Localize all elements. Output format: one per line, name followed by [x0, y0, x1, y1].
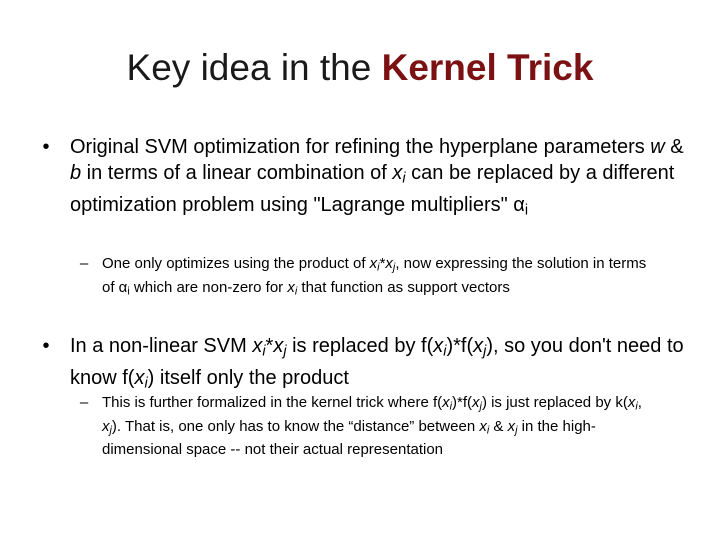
sub-bullet-item-1: [79, 254, 662, 301]
subscript-text: i: [449, 400, 453, 413]
variable-text: x: [102, 417, 110, 435]
text-run: )*f(: [446, 335, 474, 357]
text-run: *: [265, 335, 274, 357]
subscript-text: i: [486, 424, 490, 437]
bullet-item-1: [42, 134, 690, 223]
variable-text: x: [479, 417, 487, 435]
text-run: can be replaced by a different optimization problem using "Lagrange multipliers" α: [70, 162, 675, 216]
text-run: that function as support vectors: [297, 278, 510, 296]
slide-title: [0, 44, 720, 92]
text-run: , now expressing the solution in terms of α: [102, 255, 647, 296]
subscript-text: j: [109, 424, 112, 437]
text-run: ,: [637, 394, 642, 411]
subscript-text: j: [515, 424, 518, 437]
slide-title-accent: Kernel Trick: [381, 47, 594, 88]
variable-text: x: [287, 278, 295, 296]
subscript-text: i: [402, 170, 406, 187]
text-run: In a non-linear SVM: [70, 335, 253, 357]
variable-text: x: [507, 417, 516, 435]
subscript-text: i: [262, 343, 266, 360]
subscript-text: i: [144, 375, 148, 392]
subscript-text: j: [483, 343, 487, 360]
dash-icon: –: [79, 394, 89, 411]
slide-title-prefix: Key idea in the: [126, 47, 382, 88]
subscript-text: i: [443, 343, 447, 360]
subscript-text: i: [127, 285, 130, 298]
sub-bullet-item-2: [79, 393, 662, 460]
sub-bullet-text: [102, 393, 662, 460]
variable-text: x: [134, 366, 145, 389]
variable-text: x: [369, 255, 378, 272]
subscript-text: i: [635, 400, 638, 413]
text-run: &: [664, 136, 684, 158]
subscript-text: j: [392, 261, 396, 274]
bullet-text: [70, 333, 690, 396]
text-run: ), so you don't need to know f(: [70, 335, 684, 389]
bullet-text: [70, 134, 690, 223]
text-run: )*f(: [452, 394, 473, 411]
text-run: Original SVM optimization for refining the hyperplane parameters: [70, 136, 651, 158]
bullet-dot-icon: •: [42, 136, 50, 158]
subscript-text: j: [479, 400, 482, 413]
text-run: This is further formalized in the kernel trick where f(: [102, 394, 443, 411]
variable-text: w: [650, 136, 665, 158]
text-run: ). That is, one only has to know the “distance” between: [111, 417, 480, 435]
text-run: in the high-dimensional space -- not their actual representation: [102, 417, 596, 459]
text-run: One only optimizes using the product of: [102, 255, 370, 272]
variable-text: x: [442, 394, 450, 411]
variable-text: x: [252, 335, 263, 357]
subscript-text: i: [524, 202, 529, 219]
variable-text: x: [273, 335, 284, 357]
text-run: *: [379, 255, 386, 272]
bullet-dot-icon: •: [42, 335, 50, 357]
variable-text: x: [385, 255, 393, 272]
text-run: in terms of a linear combination of: [81, 162, 393, 184]
text-run: is replaced by f(: [286, 335, 434, 357]
text-run: which are non-zero for: [129, 278, 288, 296]
text-run: &: [489, 417, 508, 435]
subscript-text: i: [294, 285, 298, 298]
variable-text: x: [473, 335, 484, 357]
variable-text: b: [70, 162, 82, 184]
bullet-item-2: [42, 333, 690, 396]
variable-text: x: [392, 162, 403, 184]
dash-icon: –: [79, 255, 89, 272]
subscript-text: i: [377, 261, 380, 274]
text-run: ) is just replaced by k(: [481, 394, 628, 411]
variable-text: x: [433, 335, 444, 357]
variable-text: x: [472, 394, 480, 411]
text-run: ) itself only the product: [147, 366, 349, 389]
subscript-text: j: [283, 343, 287, 360]
sub-bullet-text: [102, 254, 662, 301]
variable-text: x: [627, 394, 636, 411]
